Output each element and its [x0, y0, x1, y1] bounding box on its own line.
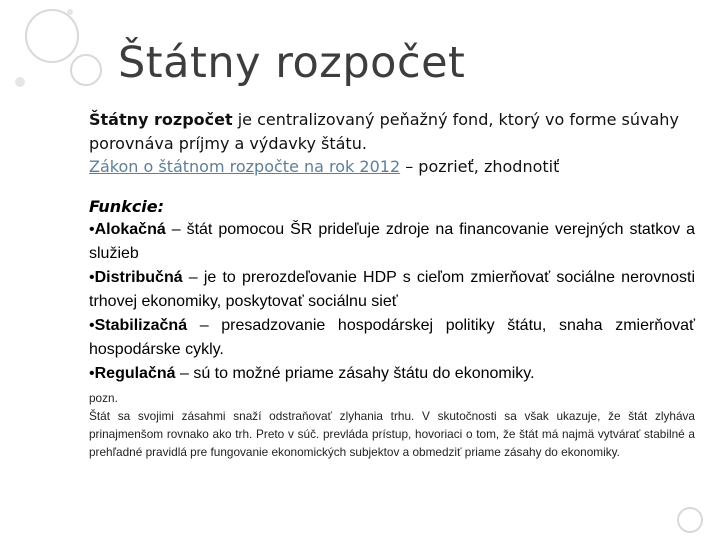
- budget-law-link[interactable]: Zákon o štátnom rozpočte na rok 2012: [89, 157, 401, 176]
- function-name: Stabilizačná: [94, 317, 188, 334]
- function-desc: – je to prerozdeľovanie HDP s cieľom zmierňovať sociálne nerovnosti trhovej ekonomiky, poskytovať sociálnu sieť: [89, 269, 695, 310]
- function-desc: – štát pomocou ŠR prideľuje zdroje na financovanie verejných statkov a služieb: [89, 221, 695, 262]
- decor-ring-large: [26, 10, 78, 62]
- note-section: [89, 389, 695, 461]
- bullet: •: [89, 269, 95, 286]
- decor-dot: [67, 9, 73, 15]
- function-desc: – presadzovanie hospodárskej politiky štátu, snaha zmierňovať hospodárske cykly.: [89, 317, 695, 358]
- bullet: •: [89, 365, 95, 382]
- note-text: Štát sa svojimi zásahmi snaží odstraňovať zlyhania trhu. V skutočnosti sa však ukazuje, že štát zlyháva prinajmenšom rovnako ako trh. Preto v súč. prevláda prístup, hovoriaci o tom, že štát má najmä vytvárať stabilné a prehľadné pravidlá pre fungovanie ekonomických subjektov a obmedziť priame zásahy do ekonomiky.: [89, 409, 695, 459]
- functions-section: [89, 196, 695, 386]
- link-suffix: – pozrieť, zhodnotiť: [400, 157, 560, 176]
- decor-dot: [15, 77, 25, 87]
- function-item: [89, 314, 695, 362]
- function-name: Distribučná: [94, 269, 183, 286]
- definition-term: Štátny rozpočet: [89, 110, 233, 129]
- function-name: Regulačná: [94, 365, 176, 382]
- decor-ring-bottom: [678, 508, 702, 532]
- decor-ring-small: [71, 55, 101, 85]
- function-desc: – sú to možné priame zásahy štátu do ekonomiky.: [175, 365, 535, 382]
- function-item: [89, 362, 695, 386]
- bullet: •: [89, 317, 95, 334]
- function-item: [89, 266, 695, 314]
- note-label: pozn.: [89, 391, 118, 405]
- slide-title: Štátny rozpočet: [118, 38, 466, 88]
- functions-heading: Funkcie:: [89, 197, 165, 216]
- function-name: Alokačná: [94, 221, 166, 238]
- definition-text: je centralizovaný peňažný fond, ktorý vo forme súvahy porovnáva príjmy a výdavky štátu.: [89, 110, 679, 153]
- bullet: •: [89, 221, 95, 238]
- definition-paragraph: [89, 108, 709, 179]
- function-item: [89, 218, 695, 266]
